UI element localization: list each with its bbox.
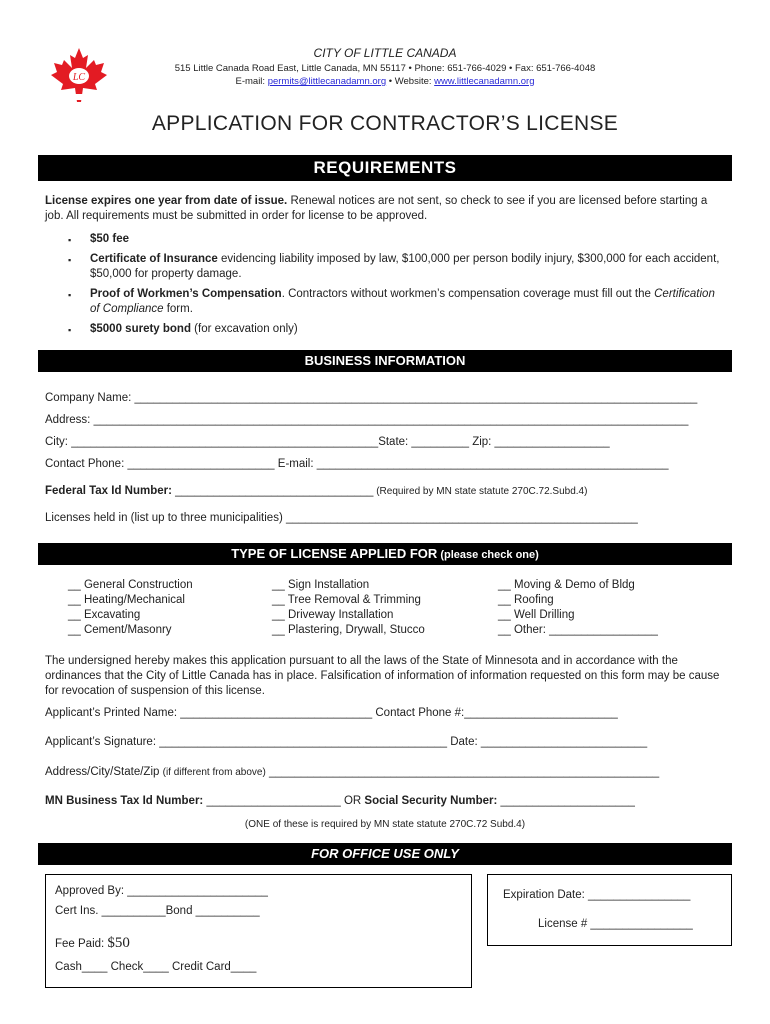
requirement-bond: $5000 surety bond xyxy=(90,323,191,335)
office-use-heading: FOR OFFICE USE ONLY xyxy=(38,843,732,865)
city-name: CITY OF LITTLE CANADA xyxy=(313,46,457,60)
office-right-box xyxy=(487,874,732,946)
company-name-field[interactable]: Company Name: ________________________________________________________________________________________ xyxy=(45,392,698,404)
license-option-roofing[interactable]: __ Roofing xyxy=(498,594,554,606)
certification-form-name: Certification of Compliance xyxy=(90,288,715,315)
applicant-name-field[interactable]: Applicant’s Printed Name: ______________________________ Contact Phone #:________________________ xyxy=(45,707,618,719)
address-line: 515 Little Canada Road East, Little Canada, MN 55117 • Phone: 651-766-4029 • Fax: 651-766-4048 xyxy=(174,63,596,74)
license-option-well[interactable]: __ Well Drilling xyxy=(498,609,575,621)
license-option-general-construction[interactable]: __ General Construction xyxy=(68,579,193,591)
requirement-item xyxy=(90,232,720,247)
license-option-other[interactable]: __ Other: _________________ xyxy=(498,624,658,636)
license-option-sign[interactable]: __ Sign Installation xyxy=(272,579,370,591)
license-option-plastering[interactable]: __ Plastering, Drywall, Stucco xyxy=(272,624,425,636)
applicant-address-field[interactable] xyxy=(45,766,659,778)
mn-tax-id-field[interactable] xyxy=(45,795,635,807)
requirement-item xyxy=(90,252,720,282)
license-option-cement[interactable]: __ Cement/Masonry xyxy=(68,624,172,636)
requirement-workcomp: Proof of Workmen’s Compensation xyxy=(90,288,282,300)
fee-paid-value: $50 xyxy=(107,935,130,951)
office-left-box xyxy=(45,874,472,988)
license-type-title: TYPE OF LICENSE APPLIED FOR xyxy=(231,546,438,561)
business-info-heading: BUSINESS INFORMATION xyxy=(38,350,732,372)
license-type-note: (please check one) xyxy=(437,549,539,561)
applicant-signature-field[interactable]: Applicant’s Signature: _____________________________________________ Date: __________________________ xyxy=(45,736,648,748)
contact-phone-email-field[interactable]: Contact Phone: _______________________ E-mail: _______________________________________________________ xyxy=(45,458,669,470)
license-column-3 xyxy=(498,578,658,638)
city-state-zip-field[interactable]: City: ________________________________________________State: _________ Zip: __________________ xyxy=(45,436,610,448)
license-column-1 xyxy=(68,578,193,638)
license-option-excavating[interactable]: __ Excavating xyxy=(68,609,141,621)
renewal-notice: Renewal notices are not sent, so check to see if you are licensed before starting a job. All requirements must be submitted in order for license to be approved. xyxy=(45,195,708,222)
requirement-item xyxy=(90,287,720,317)
license-option-tree[interactable]: __ Tree Removal & Trimming xyxy=(272,594,421,606)
fee-paid-field xyxy=(55,935,130,952)
mn-tax-id-label: MN Business Tax Id Number: xyxy=(45,795,204,807)
federal-tax-id-field[interactable] xyxy=(45,485,587,497)
cert-bond-field: Cert Ins. __________Bond __________ xyxy=(55,905,260,917)
expiry-notice: License expires one year from date of issue. xyxy=(45,195,288,207)
federal-tax-id-label: Federal Tax Id Number: xyxy=(45,485,172,497)
license-option-moving[interactable]: __ Moving & Demo of Bldg xyxy=(498,579,635,591)
requirement-item xyxy=(90,322,720,337)
address-field[interactable]: Address: _____________________________________________________________________________________________ xyxy=(45,414,689,426)
ssn-blank: _____________________ xyxy=(497,795,635,807)
requirement-workcomp-end: form. xyxy=(163,303,193,315)
payment-method-field: Cash____ Check____ Credit Card____ xyxy=(55,961,257,973)
id-requirement-note: (ONE of these is required by MN state statute 270C.72 Subd.4) xyxy=(244,819,526,830)
requirement-insurance-detail: evidencing liability imposed by law, $100,000 per person bodily injury, $300,000 for each accident, $50,000 for property damage. xyxy=(90,253,720,280)
ssn-label: Social Security Number: xyxy=(364,795,498,807)
email-label: E-mail: xyxy=(235,76,268,87)
bullet-icon: ▪ xyxy=(68,325,72,335)
license-column-2 xyxy=(272,578,425,638)
bullet-icon: ▪ xyxy=(68,255,72,265)
applicant-address-note: (if different from above) xyxy=(162,767,266,778)
requirement-bond-detail: (for excavation only) xyxy=(190,323,298,335)
license-number-field: License # ________________ xyxy=(538,918,693,930)
requirement-fee: $50 fee xyxy=(90,233,130,245)
bullet-icon: ▪ xyxy=(68,290,72,300)
email-link[interactable]: permits@littlecanadamn.org xyxy=(267,76,387,87)
declaration-text: The undersigned hereby makes this application pursuant to all the laws of the State of Minnesota and in accordance with the ordinances that the City of Little Canada has in place. Falsification of information of information requested on this form may be cause for revocation of suspension of this license. xyxy=(45,655,720,697)
requirements-intro xyxy=(45,194,725,224)
fee-paid-label: Fee Paid: xyxy=(55,938,108,950)
requirement-insurance: Certificate of Insurance xyxy=(90,253,218,265)
expiration-date-field: Expiration Date: ________________ xyxy=(503,889,691,901)
approved-by-field: Approved By: ______________________ xyxy=(55,885,268,897)
federal-tax-id-blank: _______________________________ xyxy=(171,485,374,497)
applicant-address-label: Address/City/State/Zip xyxy=(45,766,163,778)
bullet-icon: ▪ xyxy=(68,235,72,245)
website-label: • Website: xyxy=(386,76,435,87)
requirements-heading: REQUIREMENTS xyxy=(38,155,732,181)
website-link[interactable]: www.littlecanadamn.org xyxy=(434,76,535,87)
contact-links xyxy=(0,76,770,87)
license-option-heating[interactable]: __ Heating/Mechanical xyxy=(68,594,185,606)
licenses-held-field[interactable]: Licenses held in (list up to three municipalities) _______________________________________________________ xyxy=(45,512,638,524)
license-option-driveway[interactable]: __ Driveway Installation xyxy=(272,609,394,621)
federal-tax-id-note: (Required by MN state statute 270C.72.Subd.4) xyxy=(373,486,588,497)
mn-tax-id-blank: _____________________ OR xyxy=(203,795,365,807)
requirement-workcomp-detail: . Contractors without workmen’s compensation coverage must fill out the xyxy=(281,288,655,300)
page-title: APPLICATION FOR CONTRACTOR’S LICENSE xyxy=(151,112,619,135)
license-type-heading xyxy=(38,543,732,565)
logo-text: LC xyxy=(72,72,86,83)
applicant-address-blank: _____________________________________________________________ xyxy=(265,766,660,778)
